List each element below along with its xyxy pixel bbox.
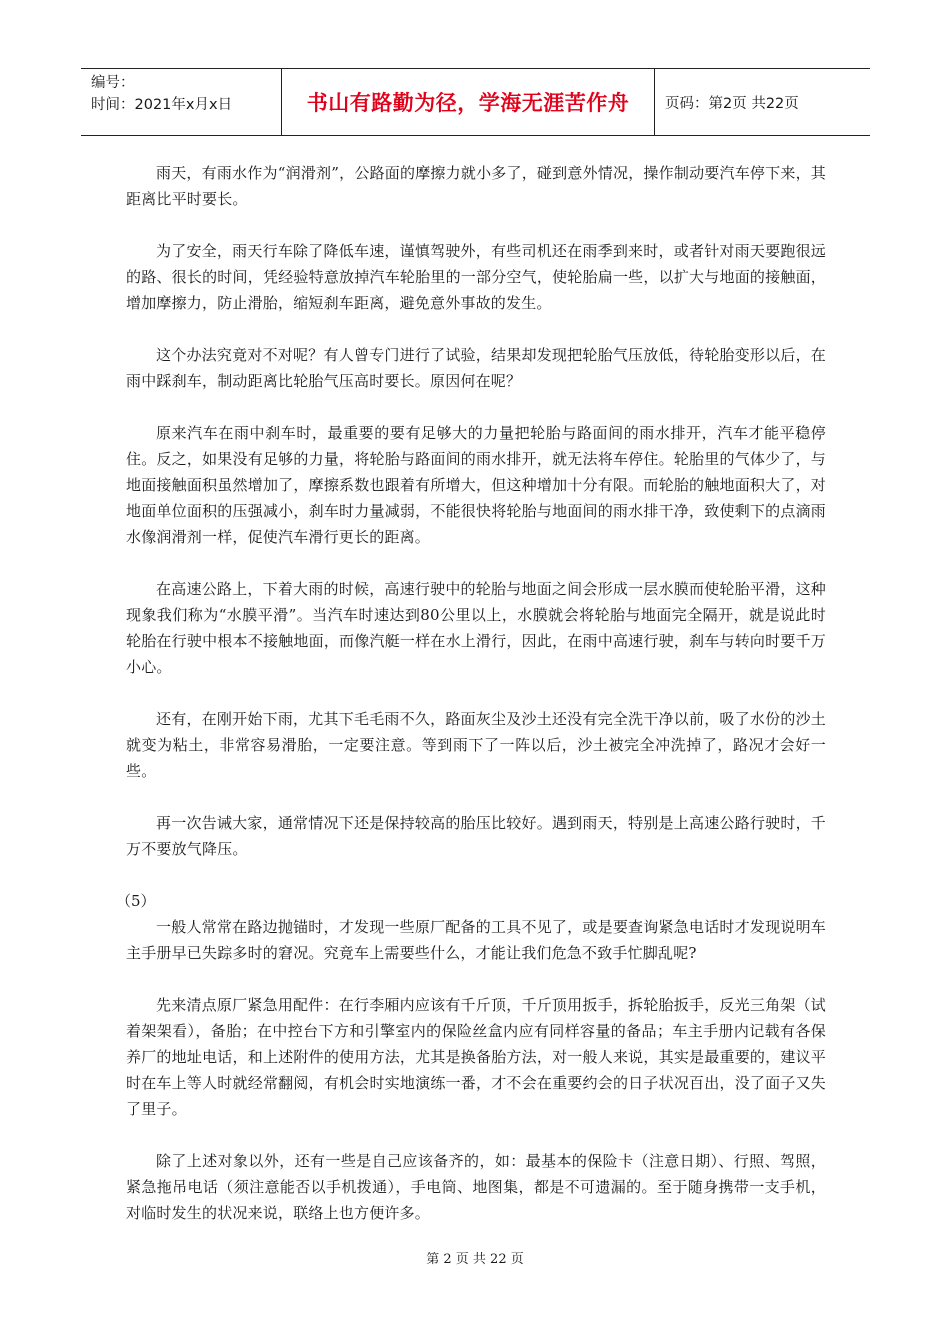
header-motto: 书山有路勤为径，学海无涯苦作舟 bbox=[282, 69, 655, 135]
body-paragraph: 雨天，有雨水作为“润滑剂”，公路面的摩擦力就小多了，碰到意外情况，操作制动要汽车停下来，其距离比平时要长。 bbox=[126, 164, 826, 208]
section-paragraph: 除了上述对象以外，还有一些是自己应该备齐的，如：最基本的保险卡（注意日期）、行照、驾照，紧急拖吊电话（须注意能否以手机拨通），手电筒、地图集，都是不可遗漏的。至于随身携带一支手机，对临时发生的状况来说，联络上也方便许多。 bbox=[126, 1152, 826, 1222]
body-paragraph: 在高速公路上，下着大雨的时候，高速行驶中的轮胎与地面之间会形成一层水膜而使轮胎平滑，这种现象我们称为“水膜平滑”。当汽车时速达到80公里以上，水膜就会将轮胎与地面完全隔开，就是说此时轮胎在行驶中根本不接触地面，而像汽艇一样在水上滑行，因此，在雨中高速行驶，刹车与转向时要千万小心。 bbox=[126, 580, 826, 676]
document-number-label: 编号： bbox=[91, 75, 135, 91]
body-paragraph: 原来汽车在雨中刹车时，最重要的要有足够大的力量把轮胎与路面间的雨水排开，汽车才能平稳停住。反之，如果没有足够的力量，将轮胎与路面间的雨水排开，就无法将车停住。轮胎里的气体少了，与地面接触面积虽然增加了，摩擦系数也跟着有所增大，但这种增加十分有限。而轮胎的触地面积大了，对地面单位面积的压强减小，刹车时力量减弱，不能很快将轮胎与地面间的雨水排干净，致使剩下的点滴雨水像润滑剂一样，促使汽车滑行更长的距离。 bbox=[126, 424, 826, 546]
section-paragraph: 先来清点原厂紧急用配件：在行李厢内应该有千斤顶，千斤顶用扳手，拆轮胎扳手，反光三角架（试着架架看），备胎；在中控台下方和引擎室内的保险丝盒内应有同样容量的备品；车主手册内记载有各保养厂的地址电话，和上述附件的使用方法，尤其是换备胎方法，对一般人来说，其实是最重要的，建议平时在车上等人时就经常翻阅，有机会时实地演练一番，才不会在重要约会的日子状况百出，没了面子又失了里子。 bbox=[126, 996, 826, 1118]
section-number: （5） bbox=[116, 892, 156, 910]
body-paragraph: 再一次告诫大家，通常情况下还是保持较高的胎压比较好。遇到雨天，特别是上高速公路行驶时，千万不要放气降压。 bbox=[126, 814, 826, 858]
header-meta-cell bbox=[81, 69, 282, 135]
header-page-info: 页码：第2页 共22页 bbox=[665, 95, 799, 112]
body-paragraph: 还有，在刚开始下雨，尤其下毛毛雨不久，路面灰尘及沙土还没有完全洗干净以前，吸了水份的沙土就变为粘土，非常容易滑胎，一定要注意。等到雨下了一阵以后，沙土被完全冲洗掉了，路况才会好一些。 bbox=[126, 710, 826, 780]
page-footer: 第 2 页 共 22 页 bbox=[426, 1252, 524, 1267]
body-paragraph: 为了安全，雨天行车除了降低车速，谨慎驾驶外，有些司机还在雨季到来时，或者针对雨天要跑很远的路、很长的时间，凭经验特意放掉汽车轮胎里的一部分空气，使轮胎扁一些，以扩大与地面的接触面，增加摩擦力，防止滑胎，缩短刹车距离，避免意外事故的发生。 bbox=[126, 242, 826, 312]
document-date-label: 时间：2021年x月x日 bbox=[91, 97, 233, 113]
section-paragraph: 一般人常常在路边抛锚时，才发现一些原厂配备的工具不见了，或是要查询紧急电话时才发现说明车主手册早已失踪多时的窘况。究竟车上需要些什么，才能让我们危急不致手忙脚乱呢? bbox=[126, 918, 826, 962]
body-paragraph: 这个办法究竟对不对呢？有人曾专门进行了试验，结果却发现把轮胎气压放低，待轮胎变形以后，在雨中踩刹车，制动距离比轮胎气压高时要长。原因何在呢？ bbox=[126, 346, 826, 390]
header-table bbox=[81, 68, 870, 136]
document-body bbox=[116, 160, 826, 1252]
